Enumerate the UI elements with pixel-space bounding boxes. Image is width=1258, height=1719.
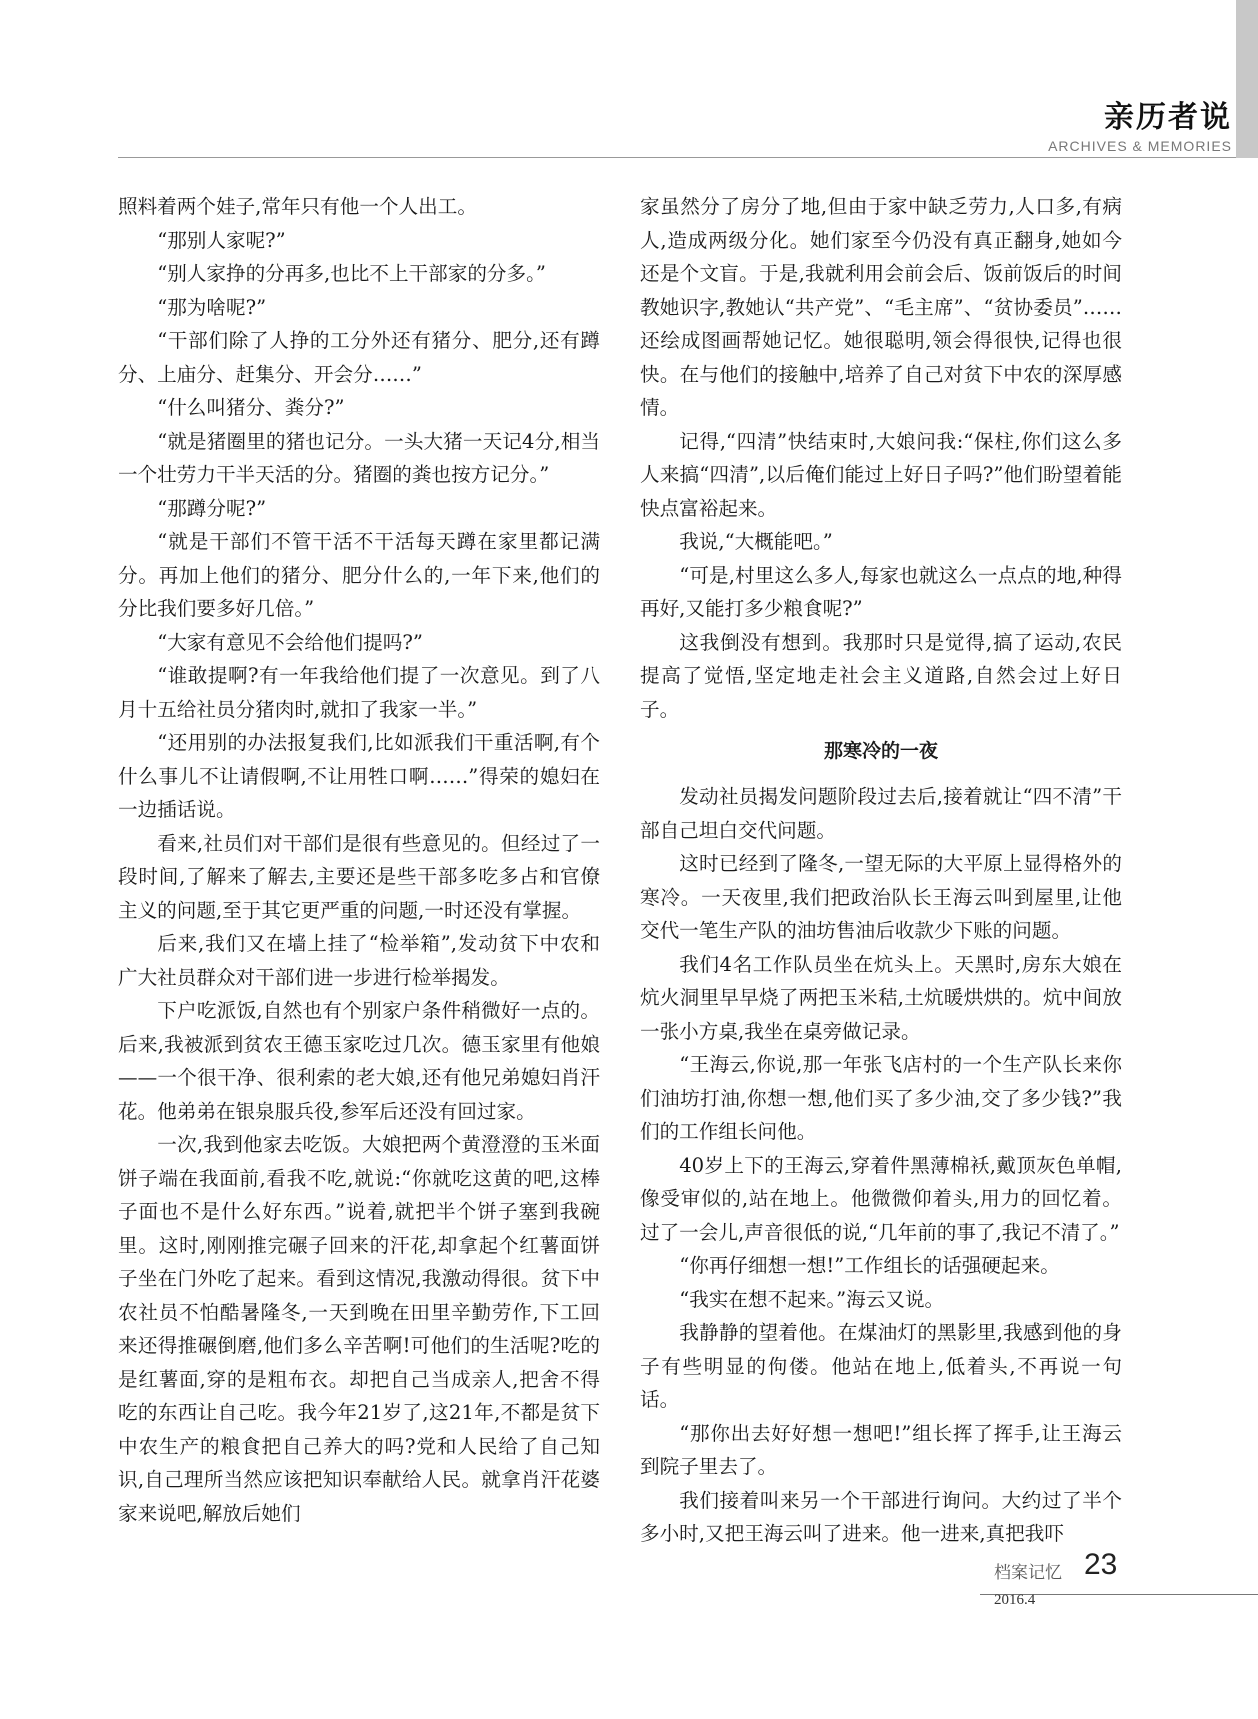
- paragraph: 发动社员揭发问题阶段过去后,接着就让“四不清”干部自己坦白交代问题。: [640, 785, 1122, 842]
- paragraph: “就是猪圈里的猪也记分。一头大猪一天记4分,相当一个壮劳力干半天活的分。猪圈的粪也按方记分。”: [118, 429, 600, 486]
- paragraph: 我们接着叫来另一个干部进行询问。大约过了半个多小时,又把王海云叫了进来。他一进来,真把我吓: [640, 1488, 1122, 1545]
- section-header: [1016, 0, 1236, 158]
- section-title: 亲历者说: [1104, 100, 1232, 135]
- left-column: [118, 190, 600, 1530]
- paragraph: “什么叫猪分、粪分?”: [157, 396, 345, 419]
- page-number: 23: [1084, 1548, 1118, 1581]
- paragraph: “你再仔细想一想!”工作组长的话强硬起来。: [679, 1254, 1060, 1277]
- paragraph: “那为啥呢?”: [157, 295, 267, 319]
- paragraph: “干部们除了人挣的工分外还有猪分、肥分,还有蹲分、上庙分、赶集分、开会分……”: [118, 329, 600, 386]
- paragraph: “可是,村里这么多人,每家也就这么一点点的地,种得再好,又能打多少粮食呢?”: [640, 563, 1122, 620]
- paragraph: “谁敢提啊?有一年我给他们提了一次意见。到了八月十五给社员分猪肉时,就扣了我家一半。”: [118, 664, 600, 721]
- paragraph: “就是干部们不管干活不干活每天蹲在家里都记满分。再加上他们的猪分、肥分什么的,一年下来,他们的分比我们要多好几倍。”: [118, 530, 600, 620]
- paragraph: “那蹲分呢?”: [157, 496, 267, 520]
- paragraph: 一次,我到他家去吃饭。大娘把两个黄澄澄的玉米面饼子端在我面前,看我不吃,就说:“你就吃这黄的吧,这棒子面也不是什么好东西。”说着,就把半个饼子塞到我碗里。这时,刚刚推完碾子回来的汗花,却拿起个红薯面饼子坐在门外吃了起来。看到这情况,我激动得很。贫下中农社员不怕酷暑隆冬,一天到晚在田里辛勤劳作,下工回来还得推碾倒磨,他们多么辛苦啊!可他们的生活呢?吃的是红薯面,穿的是粗布衣。却把自己当成亲人,把舍不得吃的东西让自己吃。我今年21岁了,这21年,不都是贫下中农生产的粮食把自己养大的吗?党和人民给了自己知识,自己理所当然应该把知识奉献给人民。就拿肖汗花婆家来说吧,解放后她们: [118, 1133, 600, 1525]
- magazine-name: 档案记忆: [994, 1563, 1062, 1583]
- paragraph: 我静静的望着他。在煤油灯的黑影里,我感到他的身子有些明显的佝偻。他站在地上,低着头,不再说一句话。: [640, 1321, 1122, 1411]
- paragraph: 照料着两个娃子,常年只有他一个人出工。: [118, 195, 477, 218]
- paragraph: “那你出去好好想一想吧!”组长挥了挥手,让王海云到院子里去了。: [640, 1421, 1122, 1478]
- paragraph: “大家有意见不会给他们提吗?”: [157, 630, 423, 654]
- paragraph: 这时已经到了隆冬,一望无际的大平原上显得格外的寒冷。一天夜里,我们把政治队长王海云叫到屋里,让他交代一笔生产队的油坊售油后收款少下账的问题。: [640, 852, 1122, 942]
- right-column: [640, 190, 1122, 1551]
- paragraph: 我说,“大概能吧。”: [679, 530, 833, 553]
- paragraph: 记得,“四清”快结束时,大娘问我:“保柱,你们这么多人来搞“四清”,以后俺们能过上好日子吗?”他们盼望着能快点富裕起来。: [640, 429, 1122, 520]
- paragraph: “我实在想不起来。”海云又说。: [679, 1287, 945, 1311]
- paragraph: “王海云,你说,那一年张飞店村的一个生产队长来你们油坊打油,你想一想,他们买了多少油,交了多少钱?”我们的工作组长问他。: [640, 1053, 1122, 1143]
- header-rule: [118, 157, 1236, 158]
- subheading: 那寒冷的一夜: [823, 740, 938, 762]
- paragraph: 40岁上下的王海云,穿着件黑薄棉袄,戴顶灰色单帽,像受审似的,站在地上。他微微仰着头,用力的回忆着。过了一会儿,声音很低的说,“几年前的事了,我记不清了。”: [640, 1153, 1122, 1244]
- paragraph: 下户吃派饭,自然也有个别家户条件稍微好一点的。后来,我被派到贫农王德玉家吃过几次。德玉家里有他娘——一个很干净、很利索的老大娘,还有他兄弟媳妇肖汗花。他弟弟在银泉服兵役,参军后还没有回过家。: [118, 999, 600, 1123]
- paragraph: “别人家挣的分再多,也比不上干部家的分多。”: [157, 262, 546, 285]
- paragraph: 家虽然分了房分了地,但由于家中缺乏劳力,人口多,有病人,造成两级分化。她们家至今仍没有真正翻身,她如今还是个文盲。于是,我就利用会前会后、饭前饭后的时间教她识字,教她认“共产党”、“毛主席”、“贫协委员”……还绘成图画帮她记忆。她很聪明,领会得很快,记得也很快。在与他们的接触中,培养了自己对贫下中农的深厚感情。: [640, 195, 1122, 419]
- paragraph: 看来,社员们对干部们是很有些意见的。但经过了一段时间,了解来了解去,主要还是些干部多吃多占和官僚主义的问题,至于其它更严重的问题,一时还没有掌握。: [118, 831, 600, 922]
- issue-number: 2016.4: [994, 1592, 1036, 1608]
- paragraph: “那别人家呢?”: [157, 228, 286, 252]
- section-subtitle: ARCHIVES & MEMORIES: [1048, 138, 1232, 154]
- page-edge-bar: [1236, 0, 1258, 158]
- paragraph: “还用别的办法报复我们,比如派我们干重活啊,有个什么事儿不让请假啊,不让用牲口啊……”得荣的媳妇在一边插话说。: [118, 731, 600, 821]
- paragraph: 这我倒没有想到。我那时只是觉得,搞了运动,农民提高了觉悟,坚定地走社会主义道路,自然会过上好日子。: [640, 630, 1122, 721]
- paragraph: 后来,我们又在墙上挂了“检举箱”,发动贫下中农和广大社员群众对干部们进一步进行检举揭发。: [118, 932, 600, 989]
- paragraph: 我们4名工作队员坐在炕头上。天黑时,房东大娘在炕火洞里早早烧了两把玉米秸,土炕暖烘烘的。炕中间放一张小方桌,我坐在桌旁做记录。: [640, 952, 1122, 1043]
